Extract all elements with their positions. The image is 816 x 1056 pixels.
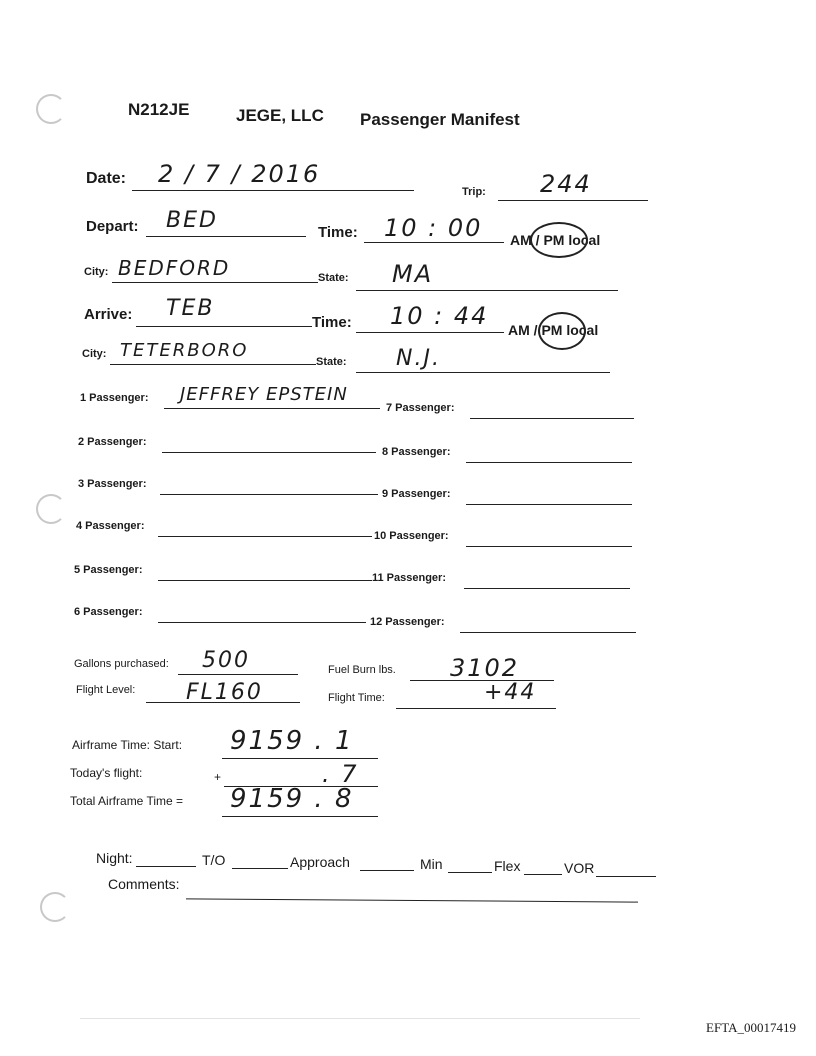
scan-edge-line: [80, 1018, 640, 1019]
flight-time-label: Flight Time:: [328, 692, 385, 704]
flight-time-value[interactable]: +44: [484, 680, 537, 705]
passenger-label-9: 9 Passenger:: [382, 488, 451, 500]
depart-value[interactable]: BED: [166, 208, 218, 233]
arrive-state-value[interactable]: N.J.: [396, 346, 441, 371]
night-label: Night:: [96, 850, 133, 866]
total-airframe-label: Total Airframe Time =: [70, 794, 184, 808]
passenger-line-3: [160, 494, 378, 495]
night-line: [136, 866, 196, 867]
depart-state-line: [356, 290, 618, 291]
comments-label: Comments:: [108, 876, 180, 892]
arrive-city-label: City:: [82, 348, 107, 360]
arrive-pm-circle: [538, 312, 586, 350]
todays-flight-label: Today's flight:: [70, 766, 143, 780]
min-label: Min: [420, 856, 443, 872]
punch-hole-middle: [36, 494, 66, 524]
passenger-label-6: 6 Passenger:: [74, 606, 143, 618]
passenger-line-6: [158, 622, 366, 623]
passenger-line-1: [164, 408, 380, 409]
passenger-label-2: 2 Passenger:: [78, 436, 147, 448]
trip-label: Trip:: [462, 186, 486, 198]
punch-hole-top: [36, 94, 66, 124]
passenger-line-5: [158, 580, 372, 581]
passenger-line-4: [158, 536, 372, 537]
depart-time-label: Time:: [318, 224, 358, 241]
passenger-label-7: 7 Passenger:: [386, 402, 455, 414]
passenger-label-12: 12 Passenger:: [370, 616, 445, 628]
depart-time-value[interactable]: 10 : 00: [384, 214, 483, 242]
depart-ampm-local: AM / PM local: [510, 232, 601, 248]
approach-line: [360, 870, 414, 871]
passenger-line-7: [470, 418, 634, 419]
depart-time-line: [364, 242, 504, 243]
comments-line: [186, 898, 638, 902]
passenger-line-11: [464, 588, 630, 589]
airframe-start-value[interactable]: 9159 . 1: [230, 726, 354, 756]
date-line: [132, 190, 414, 191]
tail-number: N212JE: [128, 100, 190, 119]
arrive-value[interactable]: TEB: [166, 296, 215, 321]
airframe-start-line: [222, 758, 378, 759]
to-line: [232, 868, 288, 869]
gallons-line: [178, 674, 298, 675]
vor-label: VOR: [564, 860, 595, 876]
flight-level-label: Flight Level:: [76, 684, 136, 696]
passenger-label-4: 4 Passenger:: [76, 520, 145, 532]
total-airframe-line: [222, 816, 378, 817]
fuel-burn-value[interactable]: 3102: [450, 654, 520, 682]
approach-label: Approach: [290, 854, 350, 870]
passenger-line-2: [162, 452, 376, 453]
depart-state-value[interactable]: MA: [392, 260, 434, 288]
passenger-line-10: [466, 546, 632, 547]
passenger-label-3: 3 Passenger:: [78, 478, 147, 490]
arrive-line: [136, 326, 312, 327]
passenger-label-10: 10 Passenger:: [374, 530, 449, 542]
company-name: JEGE, LLC: [236, 106, 324, 125]
arrive-city-value[interactable]: TETERBORO: [120, 340, 249, 361]
arrive-state-line: [356, 372, 610, 373]
arrive-ampm-local: AM / PM local: [508, 322, 599, 338]
min-line: [448, 872, 492, 873]
depart-city-value[interactable]: BEDFORD: [118, 256, 231, 280]
depart-pm-circle: [530, 222, 588, 258]
vor-line: [596, 876, 656, 877]
flight-level-value[interactable]: FL160: [186, 680, 263, 705]
depart-state-label: State:: [318, 272, 349, 284]
arrive-state-label: State:: [316, 356, 347, 368]
depart-label: Depart:: [86, 218, 139, 235]
passenger-label-8: 8 Passenger:: [382, 446, 451, 458]
arrive-city-line: [110, 364, 316, 365]
arrive-time-value[interactable]: 10 : 44: [390, 302, 489, 330]
passenger-line-12: [460, 632, 636, 633]
date-value[interactable]: 2 / 7 / 2016: [158, 160, 321, 188]
passenger-label-11: 11 Passenger:: [372, 572, 446, 584]
flex-line: [524, 874, 562, 875]
trip-line: [498, 200, 648, 201]
total-airframe-value[interactable]: 9159 . 8: [230, 784, 354, 814]
depart-city-label: City:: [84, 266, 109, 278]
arrive-time-line: [356, 332, 504, 333]
passenger-label-5: 5 Passenger:: [74, 564, 143, 576]
depart-city-line: [112, 282, 318, 283]
todays-flight-value[interactable]: . 7: [322, 760, 359, 788]
arrive-label: Arrive:: [84, 306, 133, 323]
gallons-value[interactable]: 500: [202, 648, 250, 673]
depart-line: [146, 236, 306, 237]
document-id: EFTA_00017419: [706, 1020, 796, 1035]
gallons-label: Gallons purchased:: [74, 658, 169, 670]
trip-value[interactable]: 244: [540, 170, 592, 198]
passenger-value-1[interactable]: JEFFREY EPSTEIN: [180, 384, 348, 405]
airframe-start-label: Airframe Time: Start:: [72, 738, 183, 752]
fuel-burn-label: Fuel Burn lbs.: [328, 664, 396, 676]
form-title: Passenger Manifest: [360, 110, 520, 129]
flight-time-line: [396, 708, 556, 709]
arrive-time-label: Time:: [312, 314, 352, 331]
passenger-line-8: [466, 462, 632, 463]
todays-flight-plus: +: [214, 770, 222, 784]
flex-label: Flex: [494, 858, 521, 874]
date-label: Date:: [86, 170, 127, 187]
punch-hole-bottom: [40, 892, 70, 922]
passenger-line-9: [466, 504, 632, 505]
to-label: T/O: [202, 852, 226, 868]
passenger-label-1: 1 Passenger:: [80, 392, 149, 404]
